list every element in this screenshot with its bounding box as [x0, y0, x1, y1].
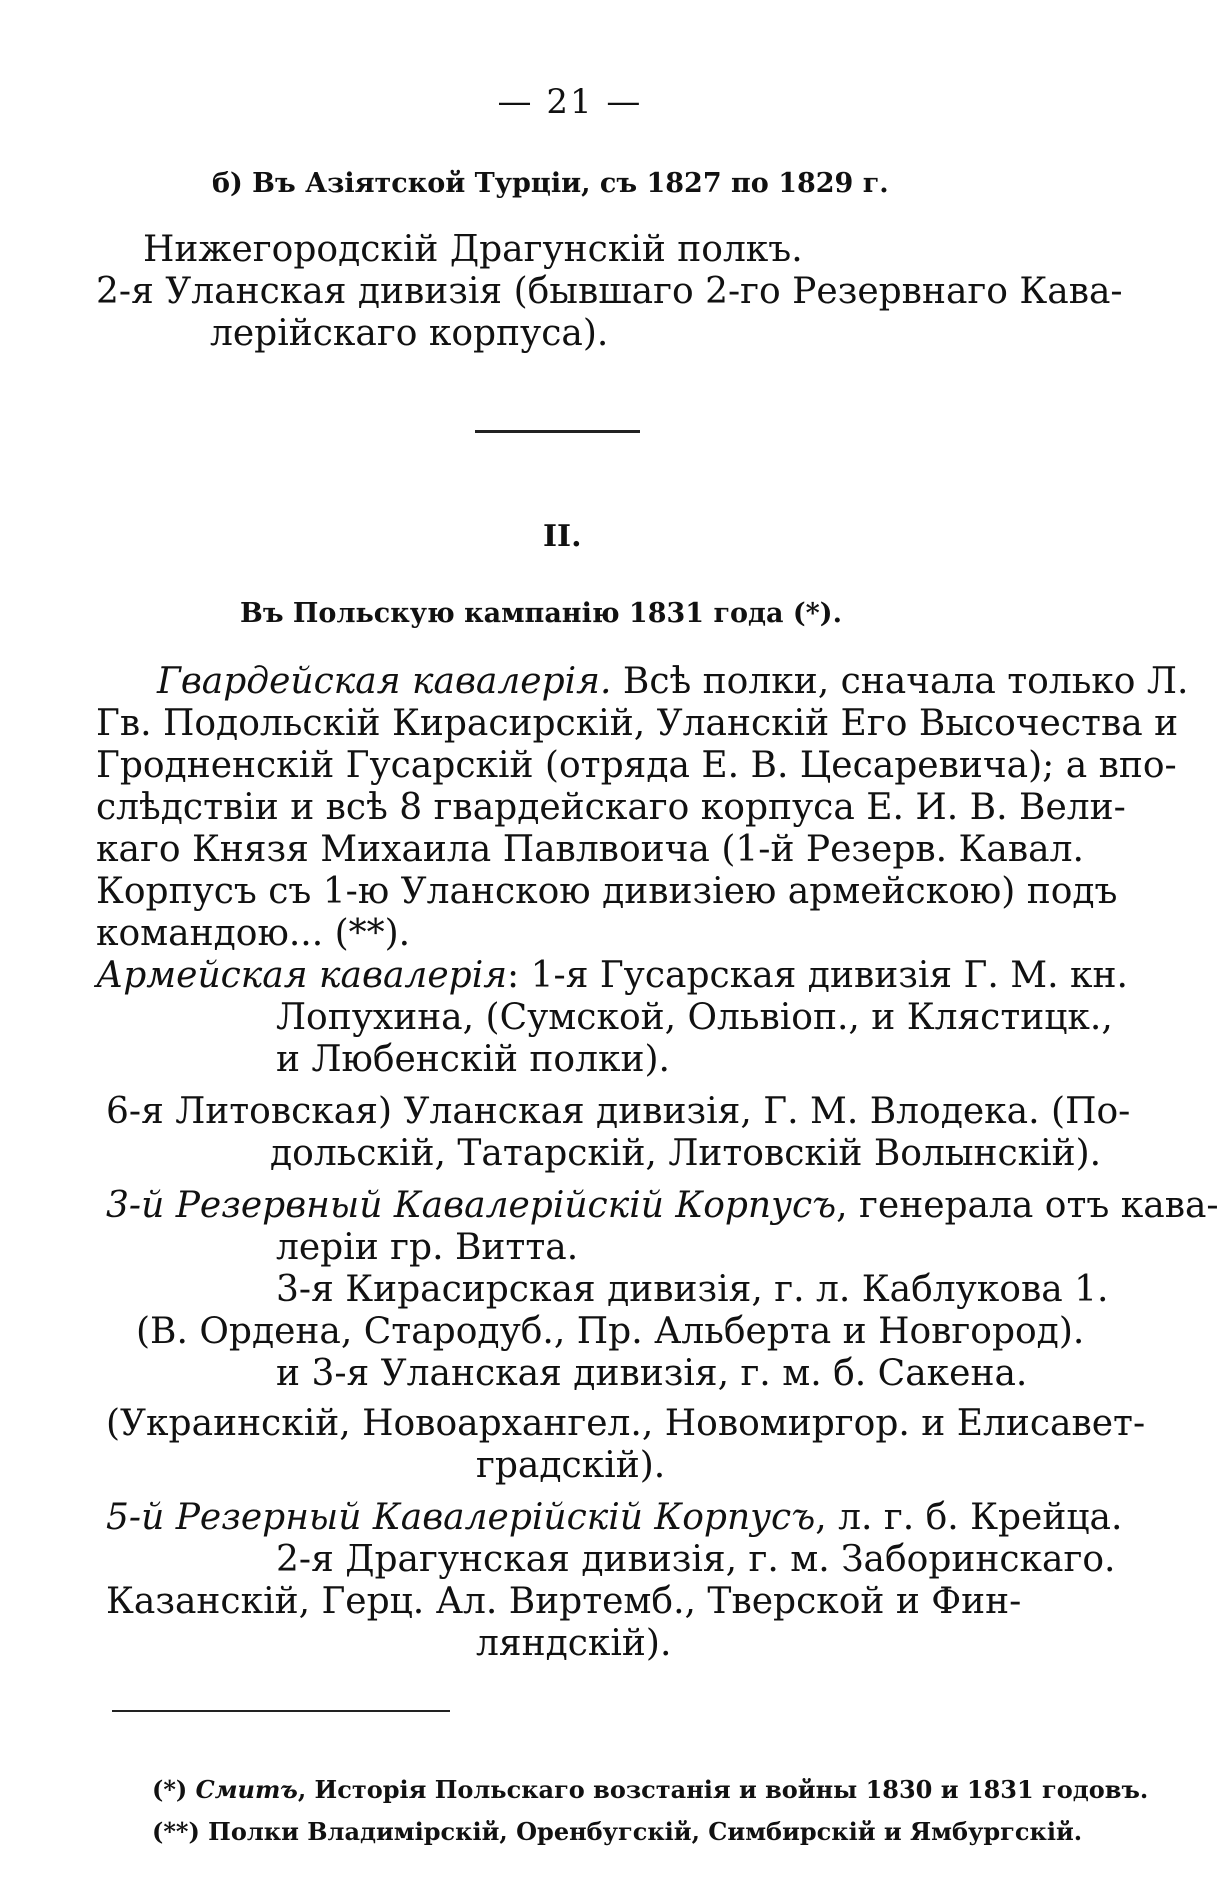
italic-term: Армейская кавалерія [96, 955, 508, 996]
italic-term: 3-й Резервный Кавалерійскій Корпусъ [106, 1185, 837, 1226]
text-line: и Любенскій полки). [276, 1039, 670, 1080]
section-2-heading: Въ Польскую кампанію 1831 года (*). [240, 598, 842, 629]
section-divider [475, 430, 640, 433]
text-line: каго Князя Михаила Павлвоича (1-й Резерв. Кавал. [96, 829, 1084, 870]
text-run: Всѣ полки, сначала только Л. [611, 661, 1189, 702]
text-line: леріи гр. Витта. [276, 1227, 579, 1268]
italic-term: 5-й Резерный Кавалерійскій Корпусъ [106, 1497, 816, 1538]
text-line: лерійскаго корпуса). [210, 313, 609, 354]
paragraph-start [106, 1496, 1122, 1540]
footnote-text: Полки Владимірскій, Оренбугскій, Симбирскій и Ямбургскій. [208, 1817, 1083, 1846]
text-line: командою... (**). [96, 913, 411, 954]
footnote-divider [112, 1710, 450, 1712]
text-line: ляндскій). [476, 1623, 672, 1664]
text-run: , генерала отъ кава- [836, 1185, 1219, 1226]
text-line: (В. Ордена, Стародуб., Пр. Альберта и Новгород). [136, 1311, 1085, 1352]
page-number: — 21 — [497, 82, 643, 122]
text-line: дольскій, Татарскій, Литовскій Волынскій). [270, 1133, 1102, 1174]
text-line: слѣдствіи и всѣ 8 гвардейскаго корпуса Е. И. В. Вели- [96, 787, 1126, 828]
text-line: (Украинскій, Новоархангел., Новомиргор. и Елисавет- [106, 1403, 1146, 1444]
paragraph-start [106, 1184, 1219, 1228]
text-line: 2-я Уланская дивизія (бывшаго 2-го Резервнаго Кава- [96, 271, 1123, 312]
text-line: Гродненскій Гусарскій (отряда Е. В. Цесаревича); а впо- [96, 745, 1177, 786]
text-run: : 1-я Гусарская дивизія Г. М. кн. [507, 955, 1128, 996]
footnote-text: , Исторія Польскаго возстанія и войны 1830 и 1831 годовъ. [297, 1775, 1149, 1804]
text-line: Корпусъ съ 1-ю Уланскою дивизіею армейскою) подъ [96, 871, 1118, 912]
footnote-mark: (*) [152, 1775, 188, 1804]
footnote-mark: (**) [152, 1817, 200, 1846]
text-line: 2-я Драгунская дивизія, г. м. Заборинскаго. [276, 1539, 1116, 1580]
footnote-1 [152, 1768, 1148, 1812]
text-line: Гв. Подольскій Кирасирскій, Уланскій Его Высочества и [96, 703, 1179, 744]
italic-term: Гвардейская кавалерія. [157, 661, 612, 702]
footnote-2 [152, 1810, 1082, 1854]
paragraph-start [157, 660, 1188, 704]
text-line: и 3-я Уланская дивизія, г. м. б. Сакена. [276, 1353, 1028, 1394]
section-numeral: II. [543, 519, 582, 554]
text-line: 3-я Кирасирская дивизія, г. л. Каблукова 1. [276, 1269, 1109, 1310]
text-line: Нижегородскій Драгунскій полкъ. [143, 229, 803, 270]
text-line: градскій). [476, 1445, 666, 1486]
text-line: 6-я Литовская) Уланская дивизія, Г. М. Влодека. (По- [106, 1091, 1131, 1132]
text-line: Казанскій, Герц. Ал. Виртемб., Тверской и Фин- [106, 1581, 1022, 1622]
paragraph-start [96, 954, 1128, 998]
text-run: , л. г. б. Крейца. [815, 1497, 1123, 1538]
text-line: Лопухина, (Сумской, Ольвіоп., и Клястицк., [276, 997, 1113, 1038]
footnote-author: Смитъ [195, 1775, 298, 1804]
section-b-heading: б) Въ Азіятской Турціи, съ 1827 по 1829 г. [212, 168, 889, 199]
